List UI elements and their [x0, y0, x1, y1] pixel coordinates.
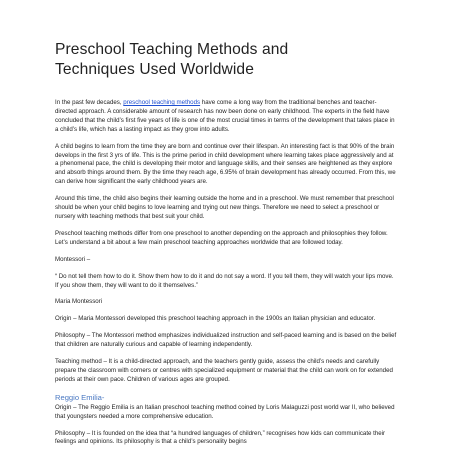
- reggio-emilia-heading: Reggio Emilia-: [55, 392, 105, 402]
- quote-attribution: Maria Montessori: [55, 298, 103, 306]
- montessori-heading: Montessori –: [55, 255, 91, 263]
- paragraph-learning-outside-home: Around this time, the child also begins their learning outside the home and in a preschool. We must remember that preschool should be when your child begins to love learning and trying out new things. Therefore we need to select a preschool or nursery with teaching methods that best suit your child.: [55, 195, 394, 220]
- intro-text-before: In the past few decades,: [55, 99, 124, 106]
- reggio-origin: Origin – The Reggio Emilia is an Italian preschool teaching method coined by Loris Malaguzzi post world war II, who believed that youngsters needed a more comprehensive education.: [55, 403, 395, 420]
- title-line-1: Preschool Teaching Methods and: [55, 41, 289, 58]
- intro-text-after: have come a long way from the traditional benches and teacher-directed approach. A considerable amount of research has now been done on early childhood. The experts in the field have concluded that the child’s first five years of life is one of the most crucial times in terms of the development that takes place in a child’s life, which has a lasting impact as they grow into adults.: [55, 99, 395, 133]
- preschool-teaching-methods-link[interactable]: preschool teaching methods: [123, 99, 201, 106]
- montessori-quote: “ Do not tell them how to do it. Show them how to do it and do not say a word. If you tell them, they will watch your lips move. If you show them, they will want to do it themselves.”: [55, 272, 394, 289]
- montessori-origin: Origin – Maria Montessori developed this preschool teaching approach in the 1900s an Italian physician and educator.: [55, 315, 376, 323]
- reggio-philosophy: Philosophy – It is founded on the idea that “a hundred languages of children,” recognises how kids can communicate their feelings and opinions. Its philosophy is that a child’s personality begins: [55, 429, 386, 446]
- montessori-philosophy: Philosophy – The Montessori method emphasizes individualized instruction and self-paced learning and is based on the belief that children are naturally curious and capable of learning independently.: [55, 332, 397, 349]
- intro-paragraph: [55, 99, 397, 135]
- title-line-2: Techniques Used Worldwide: [55, 61, 254, 78]
- paragraph-brain-development: A child begins to learn from the time they are born and continue over their lifespan. An interesting fact is that 90% of the brain develops in the first 3 yrs of life. This is the prime period in child development where learning takes place aggressively and at a phenomenal pace, the child is developing their motor and language skills, and their senses are heightened as they explore and absorb things around them. By the time they reach age, 6.95% of brain development has already occurred. From this, we can derive how significant the early childhood years are.: [55, 142, 396, 186]
- paragraph-methods-differ: Preschool teaching methods differ from one preschool to another depending on the approach and philosophies they follow. Let’s understand a bit about a few main preschool teaching approaches worldwide that are followed today.: [55, 229, 388, 246]
- page-title: [55, 40, 397, 80]
- montessori-teaching-method: Teaching method – It is a child-directed approach, and the teachers gently guide, assess the child’s needs and carefully prepare the classroom with corners or centres with specialized equipment or material that the child can work on for extended periods at their own pace. Children of various ages are grouped.: [55, 358, 393, 383]
